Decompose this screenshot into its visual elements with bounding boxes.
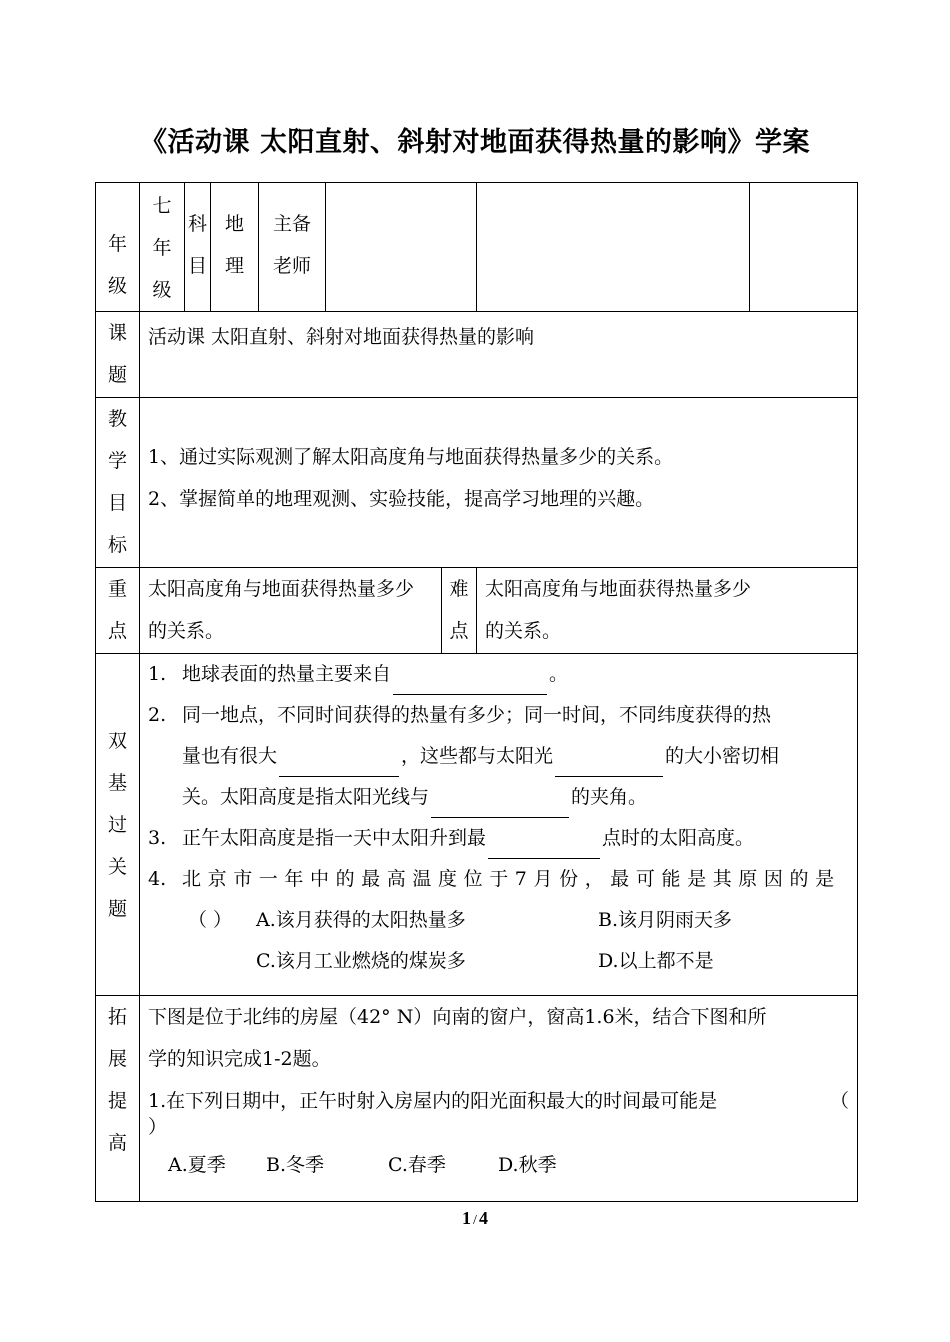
q4-options-row-1	[148, 900, 849, 941]
basics-label: 双基过关题	[107, 729, 127, 920]
extension-q1-paren-close: ）	[148, 1116, 168, 1138]
topic-text: 活动课 太阳直射、斜射对地面获得热量的影响	[148, 326, 535, 348]
q2-line1: 同一地点，不同时间获得的热量有多少；同一时间，不同纬度获得的热	[182, 704, 772, 726]
q2-line2c: 的大小密切相	[665, 745, 780, 767]
page-total: 4	[478, 1208, 488, 1228]
ext-option-b[interactable]: B.冬季	[266, 1154, 325, 1176]
keypoints-line-2: 的关系。	[148, 620, 225, 642]
difficulties-line-1: 太阳高度角与地面获得热量多少	[485, 578, 752, 600]
extension-q1-paren-open: （	[829, 1090, 849, 1112]
keypoints-label-cell	[96, 568, 140, 654]
difficulties-label: 难点	[449, 578, 469, 642]
q4-paren: （ ）	[188, 909, 233, 931]
q3-number: 3.	[148, 827, 167, 849]
basics-q3	[148, 818, 849, 859]
ext-option-a[interactable]: A.夏季	[168, 1154, 226, 1176]
basics-q2-line1	[148, 695, 849, 736]
page-number: 1	[462, 1208, 472, 1228]
q1-end: 。	[549, 663, 569, 685]
extension-intro-1: 下图是位于北纬的房屋（42° N）向南的窗户，窗高1.6米，结合下图和所	[148, 1006, 767, 1028]
basics-q2-line2	[148, 736, 849, 777]
teacher-label: 主备老师	[272, 213, 311, 277]
basics-cell	[140, 654, 858, 996]
page-separator: /	[473, 1213, 477, 1228]
page-footer	[0, 1208, 950, 1229]
q2-line3b: 的夹角。	[571, 786, 648, 808]
grade-label-cell	[96, 183, 140, 312]
extension-q1-options	[148, 1144, 849, 1186]
objective-item-2: 2、掌握简单的地理观测、实验技能，提高学习地理的兴趣。	[148, 488, 655, 510]
keypoints-label: 重点	[107, 578, 127, 642]
topic-label: 课题	[107, 322, 127, 386]
keypoints-text-cell	[140, 568, 442, 654]
q2-line2b: ，这些都与太阳光	[401, 745, 554, 767]
objectives-label-cell	[96, 398, 140, 568]
objectives-label: 教学目标	[107, 408, 127, 556]
subject-label-cell	[185, 183, 211, 312]
extension-intro-2: 学的知识完成1-2题。	[148, 1048, 331, 1070]
ext-option-d[interactable]: D.秋季	[498, 1154, 557, 1176]
header-empty-cell	[477, 183, 750, 312]
q1-blank[interactable]	[393, 666, 547, 695]
topic-text-cell	[140, 312, 858, 398]
extension-cell	[140, 996, 858, 1202]
basics-q4	[148, 859, 849, 900]
topic-row	[96, 312, 858, 398]
keypoints-line-1: 太阳高度角与地面获得热量多少	[148, 578, 415, 600]
q3-text-a: 正午太阳高度是指一天中太阳升到最	[182, 827, 487, 849]
q4-option-d[interactable]: D.以上都不是	[598, 950, 714, 972]
q4-text: 北京市一年中的最高温度位于7月份，最可能是其原因的是	[182, 868, 841, 890]
teacher-label-cell	[259, 183, 326, 312]
q3-blank[interactable]	[488, 830, 600, 859]
teacher-value-cell	[326, 183, 477, 312]
q4-number: 4.	[148, 868, 167, 890]
subject-value: 地理	[224, 213, 244, 277]
grade-label: 年级	[107, 233, 127, 297]
basics-q1	[148, 654, 849, 695]
difficulties-label-cell	[442, 568, 477, 654]
objective-item-1: 1、通过实际观测了解太阳高度角与地面获得热量多少的关系。	[148, 446, 674, 468]
basics-label-cell	[96, 654, 140, 996]
header-row	[96, 183, 858, 312]
q4-option-b[interactable]: B.该月阴雨天多	[598, 909, 733, 931]
difficulties-text-cell	[477, 568, 858, 654]
q4-options-row-2	[148, 941, 849, 982]
q4-option-c[interactable]: C.该月工业燃烧的煤炭多	[256, 950, 466, 972]
basics-q2-line3	[148, 777, 849, 818]
lesson-plan-table	[95, 182, 858, 1202]
extension-label-cell	[96, 996, 140, 1202]
q2-line2a: 量也有很大	[182, 745, 278, 767]
extension-label: 拓展提高	[107, 1006, 127, 1154]
grade-value-cell	[140, 183, 185, 312]
q2-line3a: 关。太阳高度是指太阳光线与	[182, 786, 430, 808]
extension-row	[96, 996, 858, 1202]
objectives-cell	[140, 398, 858, 568]
objectives-row	[96, 398, 858, 568]
subject-value-cell	[211, 183, 259, 312]
q2-blank-3[interactable]	[431, 789, 569, 818]
basics-row	[96, 654, 858, 996]
header-empty-cell-2	[750, 183, 858, 312]
q4-option-a[interactable]: A.该月获得的太阳热量多	[256, 909, 466, 931]
subject-label: 科目	[187, 213, 207, 277]
topic-label-cell	[96, 312, 140, 398]
q1-number: 1.	[148, 663, 167, 685]
ext-option-c[interactable]: C.春季	[388, 1154, 446, 1176]
q2-blank-2[interactable]	[555, 748, 663, 777]
keypoints-row	[96, 568, 858, 654]
extension-q1-text: 1.在下列日期中，正午时射入房屋内的阳光面积最大的时间最可能是	[148, 1090, 718, 1112]
page-title: 《活动课 太阳直射、斜射对地面获得热量的影响》学案	[140, 127, 810, 158]
q2-number: 2.	[148, 704, 167, 726]
q1-text: 地球表面的热量主要来自	[182, 663, 392, 685]
q3-text-b: 点时的太阳高度。	[602, 827, 755, 849]
q2-blank-1[interactable]	[279, 748, 399, 777]
extension-q1	[148, 1080, 849, 1122]
difficulties-line-2: 的关系。	[485, 620, 562, 642]
grade-value: 七年级	[152, 195, 172, 301]
